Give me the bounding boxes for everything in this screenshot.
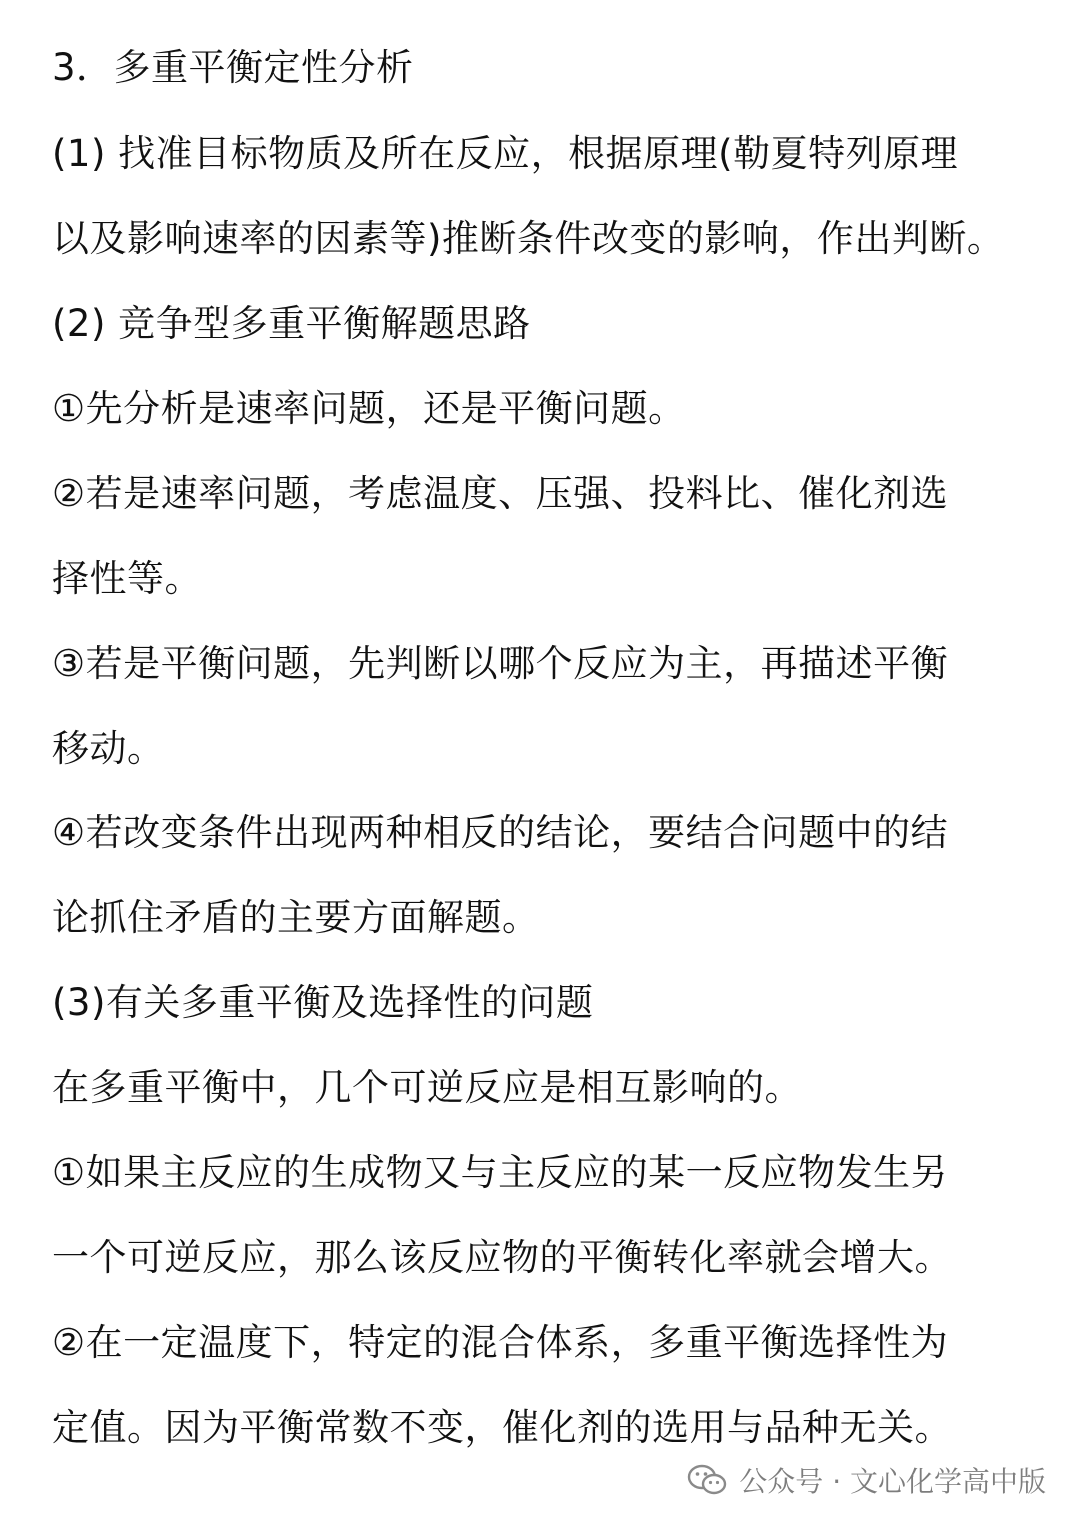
text-line: 择性等。	[52, 557, 202, 600]
text-line: ①先分析是速率问题，还是平衡问题。	[52, 387, 686, 430]
wechat-icon	[687, 1463, 727, 1497]
subheading: (2) 竞争型多重平衡解题思路	[52, 302, 531, 345]
text-line: 移动。	[52, 727, 165, 770]
text-line: (1) 找准目标物质及所在反应，根据原理(勒夏特列原理	[52, 132, 959, 175]
text-line: ②在一定温度下，特定的混合体系，多重平衡选择性为	[52, 1321, 949, 1364]
text-line: 定值。因为平衡常数不变，催化剂的选用与品种无关。	[52, 1406, 952, 1449]
text-line: ③若是平衡问题，先判断以哪个反应为主，再描述平衡	[52, 642, 949, 685]
watermark	[687, 1460, 1046, 1500]
watermark-text: 公众号 · 文心化学高中版	[739, 1465, 1046, 1498]
section-heading: 3．多重平衡定性分析	[52, 46, 414, 89]
text-line: 一个可逆反应，那么该反应物的平衡转化率就会增大。	[52, 1236, 952, 1279]
text-line: ②若是速率问题，考虑温度、压强、投料比、催化剂选	[52, 472, 949, 515]
subheading: (3)有关多重平衡及选择性的问题	[52, 981, 594, 1024]
text-line: ①如果主反应的生成物又与主反应的某一反应物发生另	[52, 1151, 949, 1194]
text-line: ④若改变条件出现两种相反的结论，要结合问题中的结	[52, 811, 949, 854]
text-line: 论抓住矛盾的主要方面解题。	[52, 896, 540, 939]
text-line: 在多重平衡中，几个可逆反应是相互影响的。	[52, 1066, 802, 1109]
text-line: 以及影响速率的因素等)推断条件改变的影响，作出判断。	[52, 217, 1005, 260]
